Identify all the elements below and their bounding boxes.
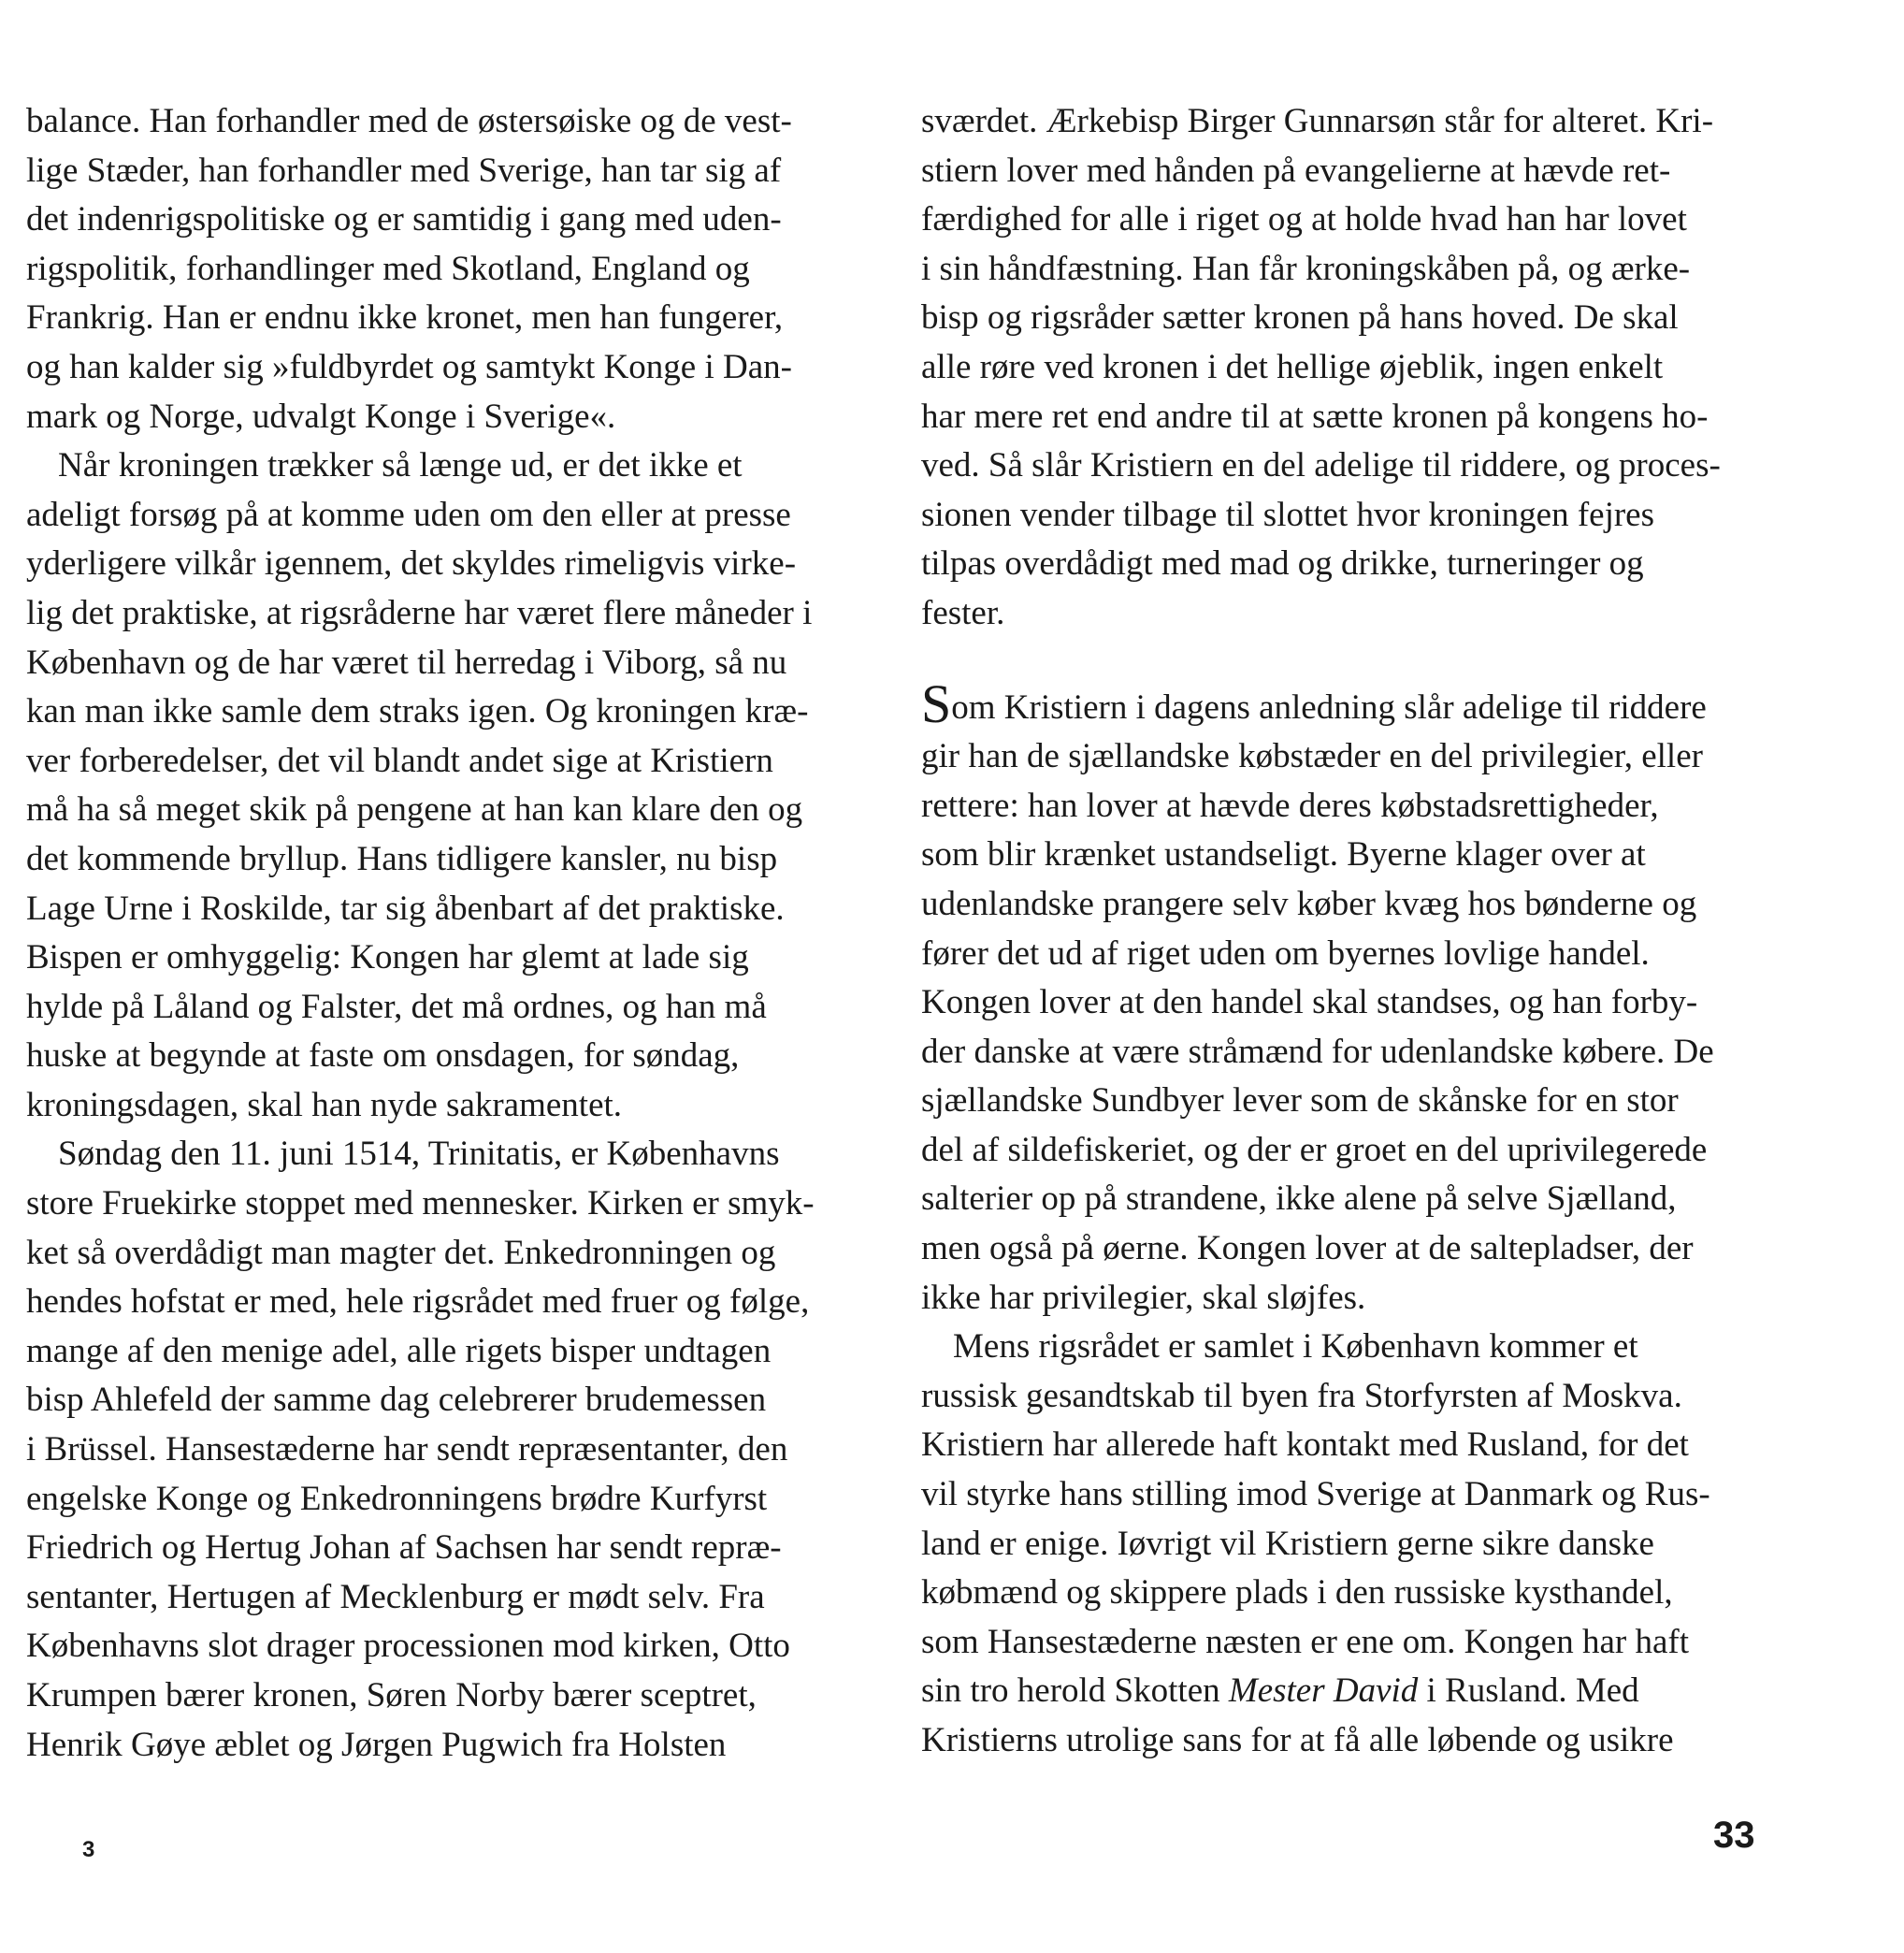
text-line: i sin håndfæstning. Han får kroningskåben på, og ærke- xyxy=(921,249,1691,288)
text-line: yderligere vilkår igennem, det skyldes rimeligvis virke- xyxy=(26,544,797,584)
text-line: kroningsdagen, skal han nyde sakramentet. xyxy=(26,1085,623,1124)
text-line: bisp Ahlefeld der samme dag celebrerer brudemessen xyxy=(26,1381,767,1420)
text-line: ikke har privilegier, skal sløjfes. xyxy=(921,1278,1366,1317)
text-line: kan man ikke samle dem straks igen. Og kroningen kræ- xyxy=(26,692,809,731)
text-line: Søndag den 11. juni 1514, Trinitatis, er Københavns xyxy=(58,1135,780,1174)
text-line: Kristierns utrolige sans for at få alle løbende og usikre xyxy=(921,1721,1674,1759)
text-line: og han kalder sig »fuldbyrdet og samtykt Konge i Dan- xyxy=(26,347,792,386)
text-line: men også på øerne. Kongen lover at de saltepladser, der xyxy=(921,1229,1694,1268)
text-line: det kommende bryllup. Hans tidligere kansler, nu bisp xyxy=(26,839,778,878)
section-opening-text: om Kristiern i dagens anledning slår adelige til riddere xyxy=(951,687,1707,727)
text-line: tilpas overdådigt med mad og drikke, turneringer og xyxy=(921,544,1644,584)
right-paragraph-group-3 xyxy=(921,1716,1791,1766)
text-line: sionen vender tilbage til slottet hvor kroningen fejres xyxy=(921,495,1654,534)
text-line: Henrik Gøye æblet og Jørgen Pugwich fra Holsten xyxy=(26,1725,727,1764)
section-opening-line xyxy=(921,673,1791,734)
text-line: Krumpen bærer kronen, Søren Norby bærer sceptret, xyxy=(26,1676,757,1714)
text-line: København og de har været til herredag i Viborg, så nu xyxy=(26,643,787,682)
text-line: Kongen lover at den handel skal standses, og han forby- xyxy=(921,983,1698,1022)
text-line: huske at begynde at faste om onsdagen, for søndag, xyxy=(26,1036,740,1076)
text-line: Københavns slot drager processionen mod kirken, Otto xyxy=(26,1627,790,1666)
text-line: lige Stæder, han forhandler med Sverige, han tar sig af xyxy=(26,151,782,190)
text-line: adeligt forsøg på at komme uden om den eller at presse xyxy=(26,495,791,534)
text-line: fører det ud af riget uden om byernes lovlige handel. xyxy=(921,933,1650,973)
text-line: som blir krænket ustandseligt. Byerne klager over at xyxy=(921,835,1646,875)
text-line: har mere ret end andre til at sætte kronen på kongens ho- xyxy=(921,397,1709,436)
text-line: købmænd og skippere plads i den russiske kysthandel, xyxy=(921,1573,1673,1613)
right-paragraph-group-1 xyxy=(921,97,1791,639)
text-line: som Hansestæderne næsten er ene om. Kongen har haft xyxy=(921,1622,1689,1661)
text-line: gir han de sjællandske købstæder en del privilegier, eller xyxy=(921,737,1703,776)
text-line: fester. xyxy=(921,593,1005,632)
text-line: alle røre ved kronen i det hellige øjeblik, ingen enkelt xyxy=(921,347,1664,386)
text-line: engelske Konge og Enkedronningens brødre Kurfyrst xyxy=(26,1479,768,1518)
herold-name-italic: Mester David xyxy=(1228,1671,1419,1711)
text-line: mange af den menige adel, alle rigets bisper undtagen xyxy=(26,1331,772,1370)
text-line: færdighed for alle i riget og at holde hvad han har lovet xyxy=(921,200,1687,239)
right-paragraph-group-2 xyxy=(921,732,1791,1667)
text-line: ver forberedelser, det vil blandt andet sige at Kristiern xyxy=(26,741,773,780)
text-line: balance. Han forhandler med de østersøiske og de vest- xyxy=(26,102,792,140)
text-line: rettere: han lover at hævde deres købstadsrettigheder, xyxy=(921,786,1659,825)
section-gap xyxy=(921,639,1791,684)
text-line: del af sildefiskeriet, og der er groet en del uprivilegerede xyxy=(921,1130,1708,1169)
text-line: bisp og rigsråder sætter kronen på hans hoved. De skal xyxy=(921,298,1679,338)
signature-mark: 3 xyxy=(82,1837,95,1862)
text-line: rigspolitik, forhandlinger med Skotland, England og xyxy=(26,249,750,288)
text-line: stiern lover med hånden på evangelierne at hævde ret- xyxy=(921,151,1671,190)
text-line: sentanter, Hertugen af Mecklenburg er mødt selv. Fra xyxy=(26,1577,765,1616)
text-line: ved. Så slår Kristiern en del adelige til riddere, og proces- xyxy=(921,446,1721,485)
text-line: der danske at være stråmænd for udenlandske købere. De xyxy=(921,1032,1714,1071)
text-line: land er enige. Iøvrigt vil Kristiern gerne sikre danske xyxy=(921,1524,1654,1563)
drop-cap: S xyxy=(921,673,952,734)
text-line: russisk gesandtskab til byen fra Storfyrsten af Moskva. xyxy=(921,1376,1682,1415)
text-line: mark og Norge, udvalgt Konge i Sverige«. xyxy=(26,397,616,436)
text-line: Bispen er omhyggelig: Kongen har glemt at lade sig xyxy=(26,938,749,977)
text-line: Mens rigsrådet er samlet i København kommer et xyxy=(953,1327,1638,1367)
left-text-column xyxy=(26,97,896,1770)
text-line-herold xyxy=(921,1667,1791,1716)
text-line: vil styrke hans stilling imod Sverige at Danmark og Rus- xyxy=(921,1475,1710,1514)
text-line: Når kroningen trækker så længe ud, er det ikke et xyxy=(58,446,743,485)
text-line: ket så overdådigt man magter det. Enkedronningen og xyxy=(26,1233,776,1272)
text-line: udenlandske prangere selv køber kvæg hos bønderne og xyxy=(921,884,1697,923)
text-line: Frankrig. Han er endnu ikke kronet, men han fungerer, xyxy=(26,298,784,338)
text-line: sværdet. Ærkebisp Birger Gunnarsøn står for alteret. Kri- xyxy=(921,102,1714,140)
text-line: i Brüssel. Hansestæderne har sendt repræsentanter, den xyxy=(26,1430,788,1469)
right-text-column xyxy=(921,97,1791,1766)
text-line: sjællandske Sundbyer lever som de skånske for en stor xyxy=(921,1081,1679,1121)
text-line: hylde på Låland og Falster, det må ordnes, og han må xyxy=(26,987,767,1026)
text-line: det indenrigspolitiske og er samtidig i gang med uden- xyxy=(26,200,782,239)
herold-text-after: i Rusland. Med xyxy=(1418,1671,1639,1711)
herold-text-before: sin tro herold Skotten xyxy=(921,1671,1229,1711)
text-line: må ha så meget skik på pengene at han kan klare den og xyxy=(26,790,803,830)
text-line: salterier op på strandene, ikke alene på selve Sjælland, xyxy=(921,1179,1677,1219)
text-line: lig det praktiske, at rigsråderne har været flere måneder i xyxy=(26,593,813,632)
text-line: store Fruekirke stoppet med mennesker. Kirken er smyk- xyxy=(26,1184,815,1223)
text-line: Lage Urne i Roskilde, tar sig åbenbart af det praktiske. xyxy=(26,889,785,928)
text-line: hendes hofstat er med, hele rigsrådet med fruer og følge, xyxy=(26,1282,810,1322)
text-line: Friedrich og Hertug Johan af Sachsen har sendt repræ- xyxy=(26,1528,782,1568)
text-line: Kristiern har allerede haft kontakt med Rusland, for det xyxy=(921,1425,1689,1465)
page-number: 33 xyxy=(1713,1815,1755,1856)
